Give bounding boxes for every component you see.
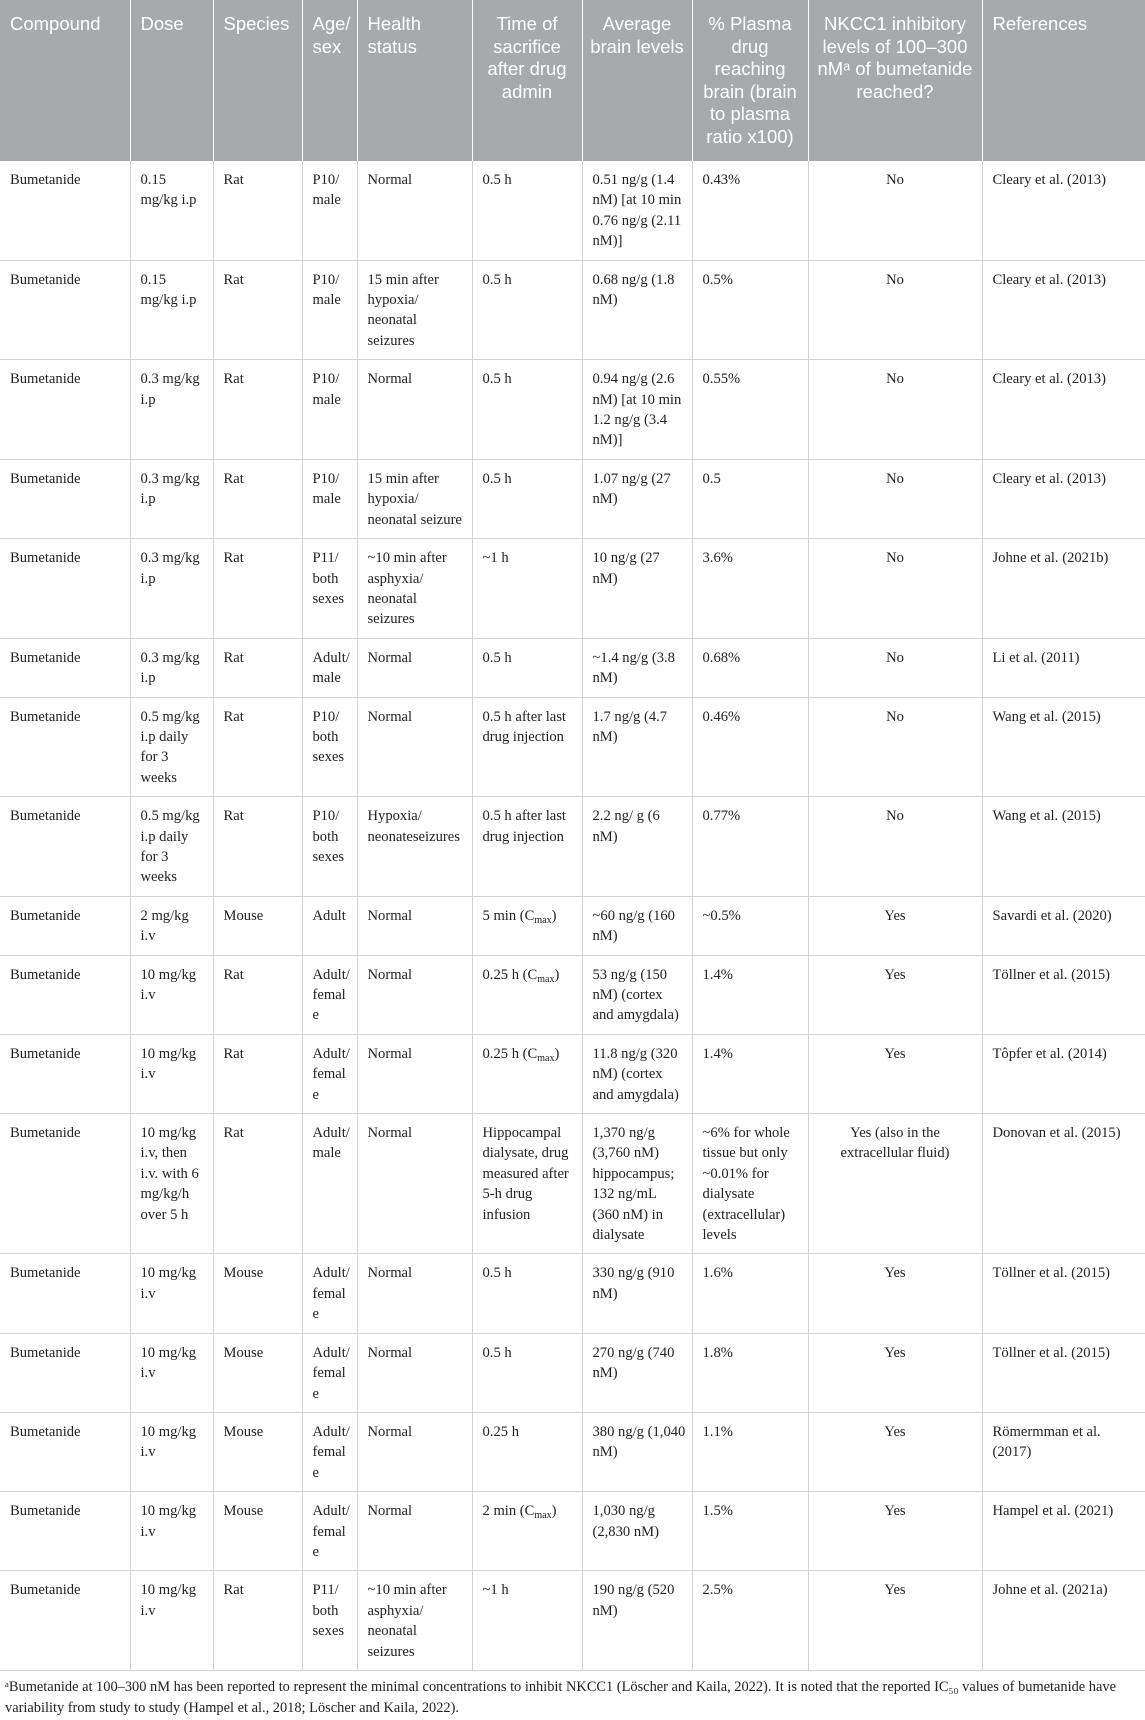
cell-nkcc1-reached: Yes (808, 1034, 982, 1113)
cell-reference: Li et al. (2011) (982, 638, 1145, 697)
cell-dose: 0.15 mg/kg i.p (130, 260, 213, 360)
cell-time-of-sacrifice: 0.5 h (472, 161, 582, 260)
cell-health-status: Hypoxia/ neonateseizures (357, 797, 472, 897)
cell-time-of-sacrifice: 0.25 h $(C_{max})$ (472, 1034, 582, 1113)
cell-dose: 0.5 mg/kg i.p daily for 3 weeks (130, 697, 213, 797)
table-row (0, 1412, 1145, 1491)
cell-health-status: Normal (357, 955, 472, 1034)
cell-dose: 10 mg/kg i.v (130, 1492, 213, 1571)
cell-age-sex: Adult/ female (302, 1492, 357, 1571)
cell-nkcc1-reached: Yes (808, 1492, 982, 1571)
cell-time-of-sacrifice: 5 $\min (C_{max})$ (472, 896, 582, 955)
cell-reference: Cleary et al. (2013) (982, 459, 1145, 538)
cell-brain-levels: ~60 ng/g (160 nM) (582, 896, 692, 955)
cell-species: Rat (213, 539, 302, 639)
cell-age-sex: P11/ both sexes (302, 1571, 357, 1671)
cell-dose: 2 mg/kg i.v (130, 896, 213, 955)
table-row (0, 539, 1145, 639)
cell-plasma-percent: 1.1% (692, 1412, 808, 1491)
cell-species: Rat (213, 1034, 302, 1113)
cell-brain-levels: 1.7 ng/g (4.7 nM) (582, 697, 692, 797)
cell-health-status: 15 min after hypoxia/ neonatal seizures (357, 260, 472, 360)
cell-compound: Bumetanide (0, 1254, 130, 1333)
header-row (0, 0, 1145, 161)
cell-dose: 10 mg/kg i.v (130, 1254, 213, 1333)
cell-health-status: Normal (357, 1034, 472, 1113)
cell-health-status: Normal (357, 1492, 472, 1571)
cell-compound: Bumetanide (0, 638, 130, 697)
cell-age-sex: P10/ male (302, 260, 357, 360)
cell-nkcc1-reached: Yes (808, 1254, 982, 1333)
cell-nkcc1-reached: No (808, 360, 982, 460)
cell-time-of-sacrifice: 0.5 h after last drug injection (472, 797, 582, 897)
cell-plasma-percent: 1.6% (692, 1254, 808, 1333)
cell-plasma-percent: 1.5% (692, 1492, 808, 1571)
cell-nkcc1-reached: No (808, 260, 982, 360)
cell-dose: 0.15 mg/kg i.p (130, 161, 213, 260)
cell-compound: Bumetanide (0, 1333, 130, 1412)
cell-reference: Savardi et al. (2020) (982, 896, 1145, 955)
cell-health-status: Normal (357, 161, 472, 260)
cell-health-status: Normal (357, 1254, 472, 1333)
cell-reference: Töllner et al. (2015) (982, 1333, 1145, 1412)
cell-compound: Bumetanide (0, 896, 130, 955)
cell-health-status: Normal (357, 360, 472, 460)
cell-brain-levels: 1.07 ng/g (27 nM) (582, 459, 692, 538)
header-plasma-drug-reaching-brain: % Plasma drug reaching brain (brain to plasma ratio x100) (692, 0, 808, 161)
header-health-status: Health status (357, 0, 472, 161)
cell-nkcc1-reached: No (808, 459, 982, 538)
table-row (0, 1034, 1145, 1113)
cell-dose: 10 mg/kg i.v (130, 1571, 213, 1671)
header-nkcc1-inhibitory-levels: NKCC1 inhibitory levels of 100–300 nMᵃ of bumetanide reached? (808, 0, 982, 161)
cell-nkcc1-reached: No (808, 797, 982, 897)
cell-plasma-percent: 1.8% (692, 1333, 808, 1412)
cell-species: Rat (213, 697, 302, 797)
cell-age-sex: Adult/ female (302, 1254, 357, 1333)
cell-compound: Bumetanide (0, 1034, 130, 1113)
cell-time-of-sacrifice: 0.5 h (472, 1333, 582, 1412)
cell-nkcc1-reached: Yes (808, 1412, 982, 1491)
cell-health-status: Normal (357, 1412, 472, 1491)
cell-health-status: Normal (357, 638, 472, 697)
cell-age-sex: P10/ male (302, 360, 357, 460)
cell-brain-levels: 1,030 ng/g (2,830 nM) (582, 1492, 692, 1571)
cell-species: Rat (213, 1114, 302, 1254)
table-row (0, 896, 1145, 955)
cell-time-of-sacrifice: ~1 h (472, 539, 582, 639)
table-row (0, 1114, 1145, 1254)
cell-age-sex: Adult/ female (302, 1333, 357, 1412)
cell-age-sex: Adult/ female (302, 1034, 357, 1113)
cell-dose: 10 mg/kg i.v (130, 955, 213, 1034)
cell-brain-levels: 0.51 ng/g (1.4 nM) [at 10 min 0.76 ng/g (2.11 nM)] (582, 161, 692, 260)
cell-dose: 10 mg/kg i.v (130, 1412, 213, 1491)
cell-nkcc1-reached: Yes (808, 1571, 982, 1671)
cell-plasma-percent: 0.43% (692, 161, 808, 260)
cell-compound: Bumetanide (0, 161, 130, 260)
cell-dose: 0.3 mg/kg i.p (130, 360, 213, 460)
cell-health-status: ~10 min after asphyxia/ neonatal seizures (357, 1571, 472, 1671)
cell-age-sex: P10/ male (302, 161, 357, 260)
cell-species: Rat (213, 360, 302, 460)
cell-health-status: ~10 min after asphyxia/ neonatal seizures (357, 539, 472, 639)
cell-nkcc1-reached: Yes (808, 955, 982, 1034)
cell-reference: Wang et al. (2015) (982, 797, 1145, 897)
cell-reference: Töllner et al. (2015) (982, 955, 1145, 1034)
cell-species: Rat (213, 797, 302, 897)
cell-reference: Cleary et al. (2013) (982, 360, 1145, 460)
table-row (0, 1571, 1145, 1671)
table-row (0, 1333, 1145, 1412)
cell-species: Rat (213, 459, 302, 538)
cell-age-sex: P11/ both sexes (302, 539, 357, 639)
cell-species: Mouse (213, 1492, 302, 1571)
cell-age-sex: Adult/ male (302, 1114, 357, 1254)
cell-dose: 0.3 mg/kg i.p (130, 539, 213, 639)
cell-reference: Donovan et al. (2015) (982, 1114, 1145, 1254)
cell-nkcc1-reached: Yes (808, 1333, 982, 1412)
cell-age-sex: Adult/ female (302, 1412, 357, 1491)
cell-brain-levels: 0.94 ng/g (2.6 nM) [at 10 min 1.2 ng/g (3.4 nM)] (582, 360, 692, 460)
header-dose: Dose (130, 0, 213, 161)
cell-plasma-percent: 1.4% (692, 1034, 808, 1113)
cell-species: Rat (213, 161, 302, 260)
cell-brain-levels: 380 ng/g (1,040 nM) (582, 1412, 692, 1491)
cell-nkcc1-reached: No (808, 697, 982, 797)
cell-compound: Bumetanide (0, 697, 130, 797)
cell-plasma-percent: 0.46% (692, 697, 808, 797)
cell-brain-levels: 270 ng/g (740 nM) (582, 1333, 692, 1412)
cell-nkcc1-reached: No (808, 161, 982, 260)
cell-time-of-sacrifice: 0.5 h (472, 260, 582, 360)
table-row (0, 697, 1145, 797)
cell-brain-levels: 190 ng/g (520 nM) (582, 1571, 692, 1671)
cell-health-status: Normal (357, 1114, 472, 1254)
table-row (0, 955, 1145, 1034)
cell-plasma-percent: ~6% for whole tissue but only ~0.01% for dialysate (extracellular) levels (692, 1114, 808, 1254)
cell-plasma-percent: 3.6% (692, 539, 808, 639)
cell-time-of-sacrifice: 2 $\min (C_{max})$ (472, 1492, 582, 1571)
table-body (0, 161, 1145, 1670)
header-average-brain-levels: Average brain levels (582, 0, 692, 161)
cell-nkcc1-reached: Yes (808, 896, 982, 955)
cell-nkcc1-reached: Yes (also in the extracellular fluid) (808, 1114, 982, 1254)
cell-species: Rat (213, 260, 302, 360)
cell-reference: Cleary et al. (2013) (982, 260, 1145, 360)
cell-reference: Töllner et al. (2015) (982, 1254, 1145, 1333)
cell-health-status: 15 min after hypoxia/ neonatal seizure (357, 459, 472, 538)
cell-dose: 10 mg/kg i.v (130, 1333, 213, 1412)
cell-plasma-percent: 2.5% (692, 1571, 808, 1671)
cell-health-status: Normal (357, 1333, 472, 1412)
cell-time-of-sacrifice: 0.25 h $(C_{max})$ (472, 955, 582, 1034)
cell-brain-levels: 2.2 ng/ g (6 nM) (582, 797, 692, 897)
cell-plasma-percent: 0.55% (692, 360, 808, 460)
cell-compound: Bumetanide (0, 1412, 130, 1491)
cell-time-of-sacrifice: 0.5 h (472, 459, 582, 538)
cell-dose: 0.5 mg/kg i.p daily for 3 weeks (130, 797, 213, 897)
table-footnote: ᵃBumetanide at 100–300 nM has been reported to represent the minimal concentrations to inhibit NKCC1 (Löscher and Kaila, 2022). It is noted that the reported IC₅₀ values of bumetanide have variability from study to study (Hampel et al., 2018; Löscher and Kaila, 2022). (5, 1678, 1116, 1717)
cell-dose: 10 mg/kg i.v, then i.v. with 6 mg/kg/h over 5 h (130, 1114, 213, 1254)
cell-compound: Bumetanide (0, 539, 130, 639)
cell-reference: Cleary et al. (2013) (982, 161, 1145, 260)
cell-age-sex: Adult/ female (302, 955, 357, 1034)
header-species: Species (213, 0, 302, 161)
cell-age-sex: P10/ male (302, 459, 357, 538)
cell-plasma-percent: 0.68% (692, 638, 808, 697)
header-compound: Compound (0, 0, 130, 161)
cell-compound: Bumetanide (0, 459, 130, 538)
cell-time-of-sacrifice: ~1 h (472, 1571, 582, 1671)
cell-compound: Bumetanide (0, 955, 130, 1034)
table-row (0, 360, 1145, 460)
cell-brain-levels: ~1.4 ng/g (3.8 nM) (582, 638, 692, 697)
cell-age-sex: Adult (302, 896, 357, 955)
cell-dose: 0.3 mg/kg i.p (130, 638, 213, 697)
cell-compound: Bumetanide (0, 1571, 130, 1671)
cell-species: Mouse (213, 896, 302, 955)
cell-plasma-percent: 0.77% (692, 797, 808, 897)
cell-compound: Bumetanide (0, 360, 130, 460)
cell-time-of-sacrifice: Hippocampal dialysate, drug measured after 5-h drug infusion (472, 1114, 582, 1254)
cell-age-sex: P10/ both sexes (302, 797, 357, 897)
cell-brain-levels: 330 ng/g (910 nM) (582, 1254, 692, 1333)
table-row (0, 797, 1145, 897)
cell-species: Rat (213, 955, 302, 1034)
cell-reference: Tôpfer et al. (2014) (982, 1034, 1145, 1113)
header-age-sex: Age/ sex (302, 0, 357, 161)
cell-species: Mouse (213, 1333, 302, 1412)
cell-time-of-sacrifice: 0.5 h after last drug injection (472, 697, 582, 797)
cell-species: Rat (213, 1571, 302, 1671)
cell-compound: Bumetanide (0, 1492, 130, 1571)
cell-reference: Johne et al. (2021b) (982, 539, 1145, 639)
table-row (0, 638, 1145, 697)
header-time-of-sacrifice: Time of sacrifice after drug admin (472, 0, 582, 161)
cell-reference: Wang et al. (2015) (982, 697, 1145, 797)
cell-reference: Hampel et al. (2021) (982, 1492, 1145, 1571)
table-header (0, 0, 1145, 161)
header-references: References (982, 0, 1145, 161)
cell-health-status: Normal (357, 697, 472, 797)
table-row (0, 459, 1145, 538)
cell-time-of-sacrifice: 0.25 h (472, 1412, 582, 1491)
cell-species: Mouse (213, 1412, 302, 1491)
cell-brain-levels: 11.8 ng/g (320 nM) (cortex and amygdala) (582, 1034, 692, 1113)
cell-reference: Römermman et al. (2017) (982, 1412, 1145, 1491)
cell-nkcc1-reached: No (808, 539, 982, 639)
cell-reference: Johne et al. (2021a) (982, 1571, 1145, 1671)
cell-dose: 10 mg/kg i.v (130, 1034, 213, 1113)
cell-plasma-percent: 0.5% (692, 260, 808, 360)
cell-brain-levels: 0.68 ng/g (1.8 nM) (582, 260, 692, 360)
cell-time-of-sacrifice: 0.5 h (472, 1254, 582, 1333)
cell-compound: Bumetanide (0, 797, 130, 897)
cell-species: Mouse (213, 1254, 302, 1333)
cell-nkcc1-reached: No (808, 638, 982, 697)
cell-health-status: Normal (357, 896, 472, 955)
cell-time-of-sacrifice: 0.5 h (472, 638, 582, 697)
cell-brain-levels: 1,370 ng/g (3,760 nM) hippocampus; 132 ng/mL (360 nM) in dialysate (582, 1114, 692, 1254)
cell-time-of-sacrifice: 0.5 h (472, 360, 582, 460)
cell-compound: Bumetanide (0, 1114, 130, 1254)
table-row (0, 161, 1145, 260)
cell-brain-levels: 53 ng/g (150 nM) (cortex and amygdala) (582, 955, 692, 1034)
cell-brain-levels: 10 ng/g (27 nM) (582, 539, 692, 639)
cell-plasma-percent: 0.5 (692, 459, 808, 538)
cell-age-sex: P10/ both sexes (302, 697, 357, 797)
cell-compound: Bumetanide (0, 260, 130, 360)
cell-species: Rat (213, 638, 302, 697)
cell-plasma-percent: ~0.5% (692, 896, 808, 955)
cell-plasma-percent: 1.4% (692, 955, 808, 1034)
table-row (0, 1492, 1145, 1571)
cell-dose: 0.3 mg/kg i.p (130, 459, 213, 538)
cell-age-sex: Adult/ male (302, 638, 357, 697)
table-row (0, 1254, 1145, 1333)
table-row (0, 260, 1145, 360)
